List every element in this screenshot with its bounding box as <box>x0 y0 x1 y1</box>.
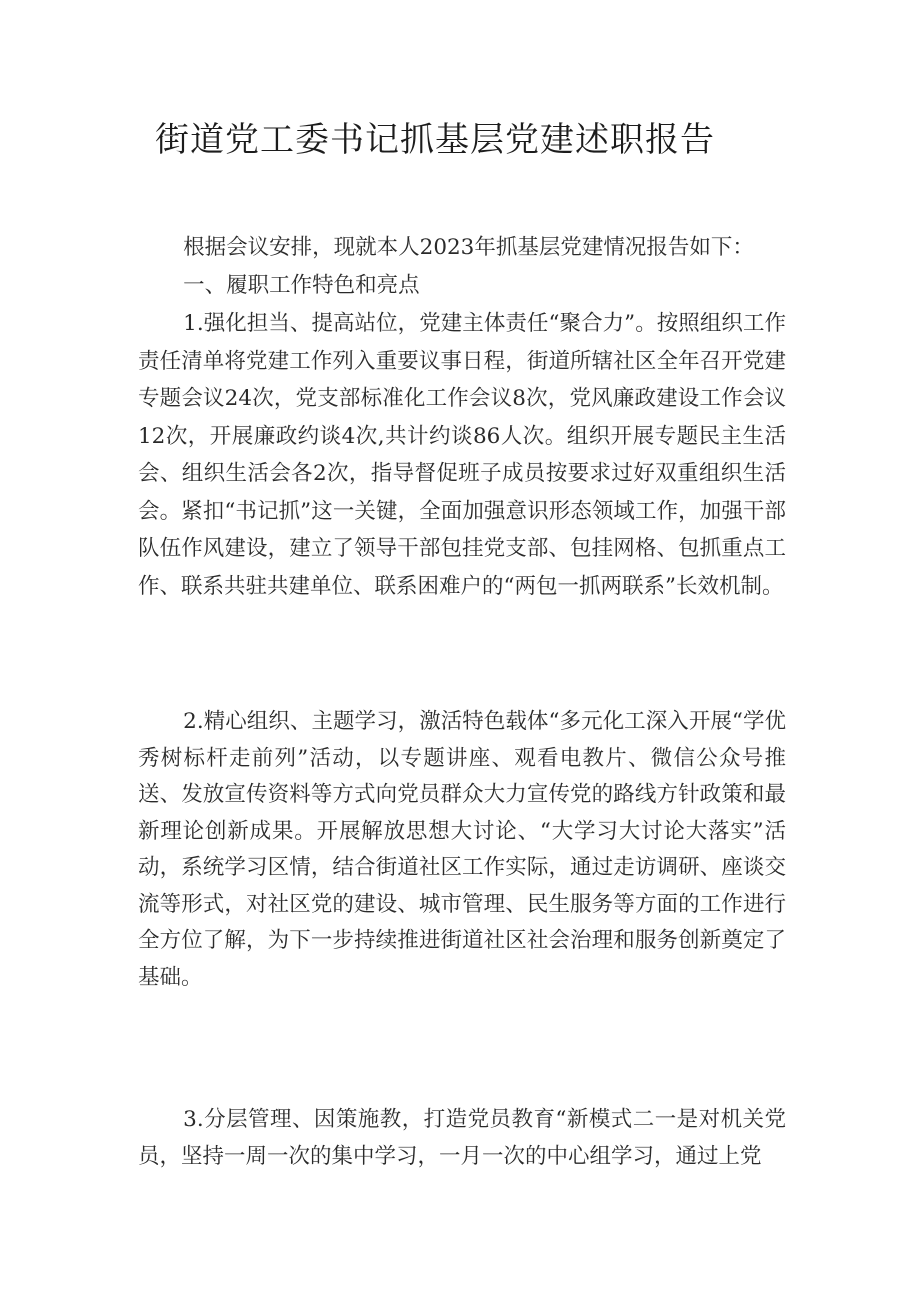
paragraph-1: 1.强化担当、提高站位，党建主体责任“聚合力”。按照组织工作责任清单将党建工作列入重要议事日程，街道所辖社区全年召开党建专题会议24次，党支部标准化工作会议8次，党风廉政建设工作会议12次，开展廉政约谈4次,共计约谈86人次。组织开展专题民主生活会、组织生活会各2次，指导督促班子成员按要求过好双重组织生活会。紧扣“书记抓”这一关键，全面加强意识形态领域工作，加强干部队伍作风建设，建立了领导干部包挂党支部、包挂网格、包抓重点工作、联系共驻共建单位、联系困难户的“两包一抓两联系”长效机制。 <box>138 311 786 599</box>
report-body-part-2 <box>138 704 786 996</box>
section-heading: 一、履职工作特色和亮点 <box>183 273 420 298</box>
intro-paragraph: 根据会议安排，现就本人2023年抓基层党建情况报告如下： <box>183 235 754 260</box>
report-body-part-1 <box>138 229 786 605</box>
paragraph-3: 3.分层管理、因策施教，打造党员教育“新模式二一是对机关党员，坚持一周一次的集中学习，一月一次的中心组学习，通过上党 <box>138 1107 786 1169</box>
report-body-part-3 <box>138 1101 786 1175</box>
document-title: 街道党工委书记抓基层党建述职报告 <box>155 120 715 160</box>
paragraph-2: 2.精心组织、主题学习，激活特色载体“多元化工深入开展“学优秀树标杆走前列”活动，以专题讲座、观看电教片、微信公众号推送、发放宣传资料等方式向党员群众大力宣传党的路线方针政策和最新理论创新成果。开展解放思想大讨论、“大学习大讨论大落实”活动，系统学习区情，结合街道社区工作实际，通过走访调研、座谈交流等形式，对社区党的建设、城市管理、民生服务等方面的工作进行全方位了解，为下一步持续推进街道社区社会治理和服务创新奠定了基础。 <box>138 709 786 990</box>
